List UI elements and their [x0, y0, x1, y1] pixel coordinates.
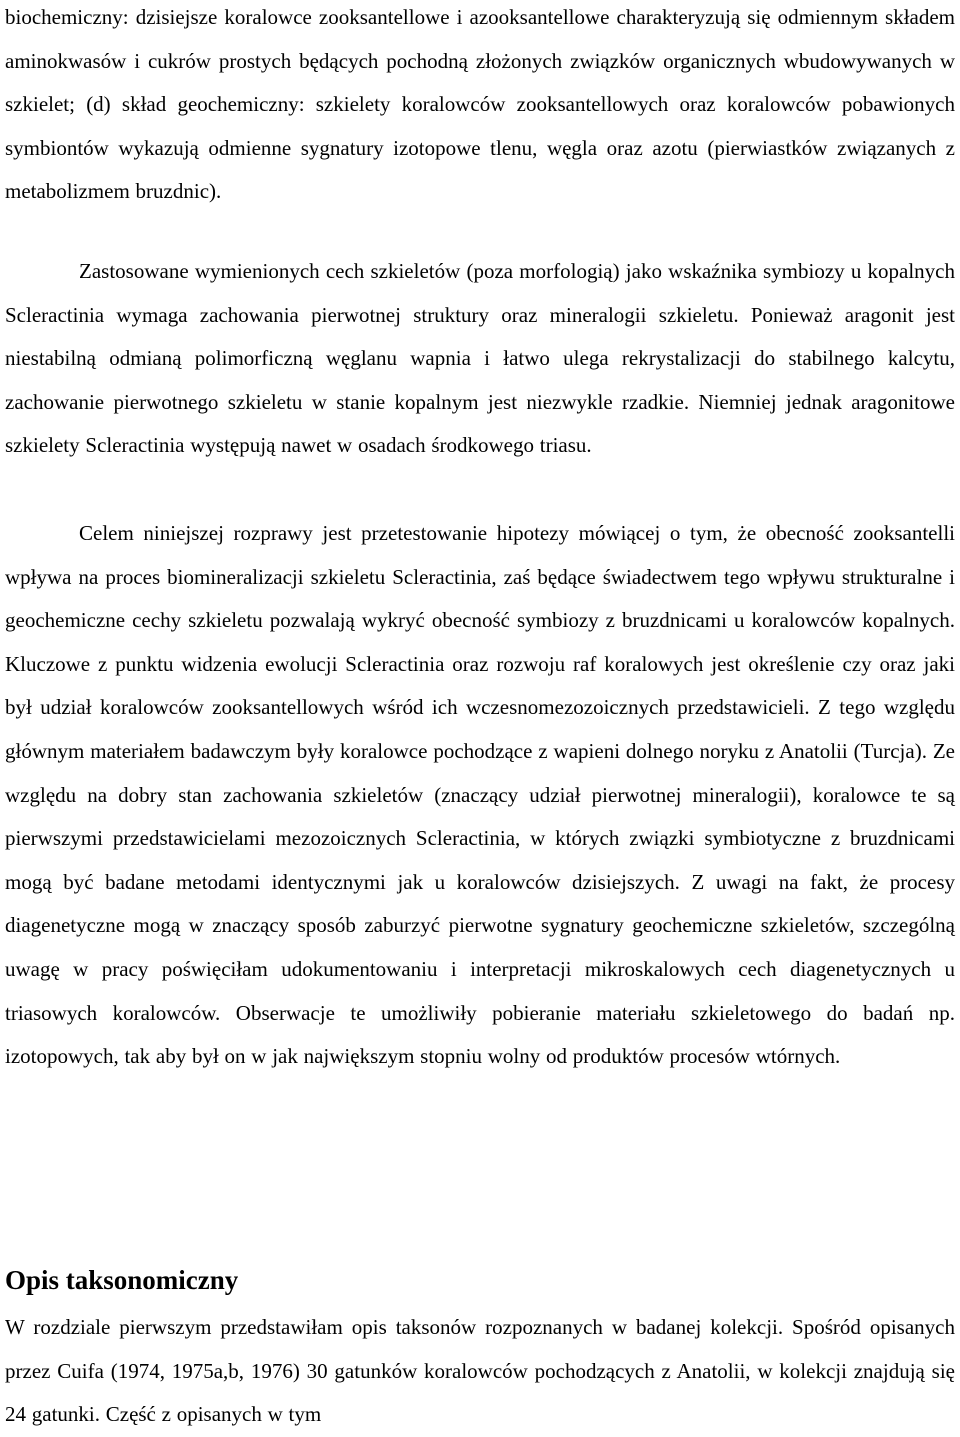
body-paragraph-taxonomy: W rozdziale pierwszym przedstawiłam opis taksonów rozpoznanych w badanej kolekcji. Spośród opisanych przez Cuifa (1974, 1975a,b, 1976) 30 gatunków koralowców pochodzących z Anatolii, w kolekcji znajdują się 24 gatunki. Część z opisanych w tym	[5, 1315, 955, 1427]
section-heading: Opis taksonomiczny	[5, 1265, 239, 1295]
body-paragraph-aim: Celem niniejszej rozprawy jest przetestowanie hipotezy mówiącej o tym, że obecność zooksantelli wpływa na proces biomineralizacji szkieletu Scleractinia, zaś będące świadectwem tego wpływu strukturalne i geochemiczne cechy szkieletu pozwalają wykryć obecność symbiozy z bruzdnicami u koralowców kopalnych. Kluczowe z punktu widzenia ewolucji Scleractinia oraz rozwoju raf koralowych jest określenie czy oraz jaki był udział koralowców zooksantellowych wśród ich wczesnomezozoicznych przedstawicieli. Z tego względu głównym materiałem badawczym były koralowce pochodzące z wapieni dolnego noryku z Anatolii (Turcja). Ze względu na dobry stan zachowania szkieletów (znaczący udział pierwotnej mineralogii), koralowce te są pierwszymi przedstawicielami mezozoicznych Scleractinia, w których związki symbiotyczne z bruzdnicami mogą być badane metodami identycznymi jak u koralowców dzisiejszych. Z uwagi na fakt, że procesy diagenetyczne mogą w znaczący sposób zaburzyć pierwotne sygnatury geochemiczne szkieletów, szczególną uwagę w pracy poświęciłam udokumentowaniu i interpretacji mikroskalowych cech diagenetycznych u triasowych koralowców. Obserwacje te umożliwiły pobieranie materiału szkieletowego do badań np. izotopowych, tak aby był on w jak największym stopniu wolny od produktów procesów wtórnych.	[5, 521, 955, 1069]
body-paragraph-preservation: Zastosowane wymienionych cech szkieletów (poza morfologią) jako wskaźnika symbiozy u kopalnych Scleractinia wymaga zachowania pierwotnej struktury oraz mineralogii szkieletu. Ponieważ aragonit jest niestabilną odmianą polimorficzną węglanu wapnia i łatwo ulega rekrystalizacji do stabilnego kalcytu, zachowanie pierwotnego szkieletu w stanie kopalnym jest niezwykle rzadkie. Niemniej jednak aragonitowe szkielety Scleractinia występują nawet w osadach środkowego triasu.	[5, 259, 955, 458]
body-paragraph-continued: biochemiczny: dzisiejsze koralowce zooksantellowe i azooksantellowe charakteryzują się odmiennym składem aminokwasów i cukrów prostych będących pochodną złożonych związków organicznych wbudowywanych w szkielet; (d) skład geochemiczny: szkielety koralowców zooksantellowych oraz koralowców pobawionych symbiontów wykazują odmienne sygnatury izotopowe tlenu, węgla oraz azotu (pierwiastków związanych z metabolizmem bruzdnic).	[5, 5, 955, 204]
